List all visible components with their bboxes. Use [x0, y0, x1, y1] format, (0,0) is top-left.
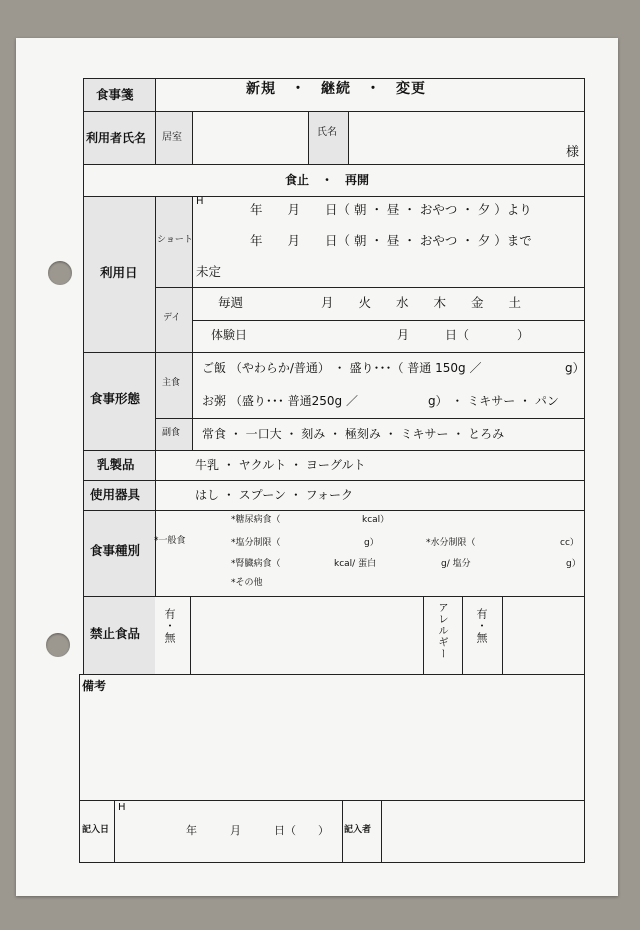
staple-food-label: 主食 [162, 378, 181, 388]
other-diet-option[interactable]: *その他 [231, 578, 263, 588]
rice-gram-unit: g） [565, 361, 585, 375]
room-field[interactable] [193, 112, 307, 163]
trial-day-label: 体験日 [211, 328, 248, 342]
meal-type-label: 食事種別 [90, 543, 141, 558]
dairy-options[interactable]: 牛乳 ・ ヤクルト ・ ヨーグルト [195, 458, 366, 472]
writer-label: 記入者 [344, 825, 372, 835]
general-diet-option[interactable]: *一般食 [154, 536, 186, 546]
short-stay-label: ショート [157, 235, 193, 245]
name-field[interactable] [349, 112, 584, 163]
entry-era-mark: H [118, 802, 126, 813]
entry-date-label: 記入日 [82, 825, 110, 835]
allergy-field[interactable] [503, 597, 583, 673]
kidney-salt-label: g/ 塩分 [441, 559, 471, 569]
side-dish-label: 副食 [162, 428, 181, 438]
kidney-diet-option[interactable]: *腎臓病食（ [231, 559, 281, 569]
title-label: 食事箋 [96, 87, 134, 102]
stop-resume-options[interactable]: 食止 ・ 再開 [285, 173, 370, 187]
kidney-gram-unit: g） [566, 559, 581, 569]
punch-hole [46, 633, 70, 657]
salt-restriction-option[interactable]: *塩分制限（ [231, 538, 281, 548]
dairy-label: 乳製品 [97, 457, 135, 472]
notes-label: 備考 [82, 679, 107, 693]
day-service-label: デイ [163, 313, 181, 323]
notes-field[interactable] [80, 695, 583, 799]
undecided-option[interactable]: 未定 [196, 264, 222, 279]
side-dish-options[interactable]: 常食 ・ 一口大 ・ 刻み ・ 極刻み ・ ミキサー ・ とろみ [202, 427, 505, 441]
rice-option-line[interactable]: ご飯 （やわらか/普通） ・ 盛り･･･（ 普通 150g ／ [202, 361, 482, 375]
forbidden-yes-no[interactable]: 有・無 [163, 608, 176, 644]
punch-hole [48, 261, 72, 285]
entry-date-field[interactable]: 年 月 日（ ） [186, 824, 329, 837]
allergy-label: アレルギー [437, 602, 449, 660]
forbidden-food-field[interactable] [191, 597, 422, 673]
porridge-option-line[interactable]: お粥 （盛り･･･ 普通250g ／ [202, 394, 358, 408]
trial-date-field[interactable]: 月 日（ ） [397, 328, 530, 342]
weekday-options[interactable]: 月 火 水 木 金 土 [321, 295, 522, 310]
writer-field[interactable] [382, 801, 583, 861]
usage-date-label: 利用日 [100, 265, 138, 280]
title-options[interactable]: 新規 ・ 継続 ・ 変更 [246, 81, 426, 97]
forbidden-food-label: 禁止食品 [90, 626, 141, 641]
water-cc-unit: cc） [560, 538, 579, 548]
weekly-label: 毎週 [218, 295, 244, 310]
end-date-line[interactable]: 年 月 日（ 朝 ・ 昼 ・ おやつ ・ 夕 ）まで [250, 233, 532, 248]
honorific-suffix: 様 [566, 145, 580, 160]
utensil-options[interactable]: はし ・ スプーン ・ フォーク [195, 488, 354, 502]
water-restriction-option[interactable]: *水分制限（ [426, 538, 476, 548]
allergy-yes-no[interactable]: 有・無 [475, 608, 488, 644]
user-name-label: 利用者氏名 [86, 131, 147, 145]
room-label: 居室 [162, 132, 182, 143]
kidney-protein-label: kcal/ 蛋白 [334, 559, 377, 569]
start-date-line[interactable]: 年 月 日（ 朝 ・ 昼 ・ おやつ ・ 夕 ）より [250, 202, 532, 217]
meal-form-label: 食事形態 [90, 391, 141, 406]
diabetes-kcal-unit: kcal） [362, 515, 390, 525]
diabetes-diet-option[interactable]: *糖尿病食（ [231, 515, 281, 525]
utensil-label: 使用器具 [90, 487, 141, 502]
salt-gram-unit: g） [364, 538, 379, 548]
era-mark: H [196, 196, 204, 207]
name-label: 氏名 [317, 127, 337, 138]
porridge-other-options[interactable]: g） ・ ミキサー ・ パン [428, 394, 559, 408]
